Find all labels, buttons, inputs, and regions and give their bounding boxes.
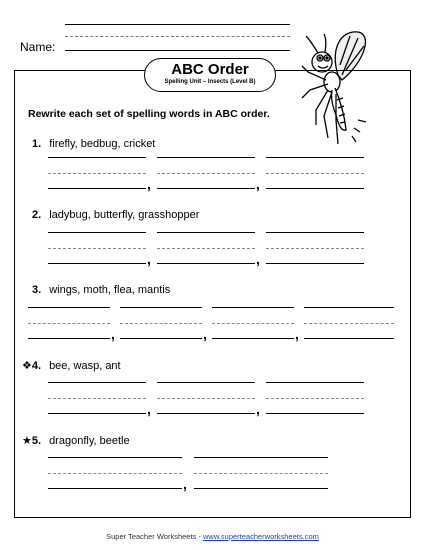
answer-top-line: [266, 157, 364, 158]
answer-top-line: [304, 307, 394, 308]
footer: [0, 532, 425, 541]
answer-top-line: [266, 382, 364, 383]
answer-line-1[interactable]: [48, 263, 146, 264]
question-3: [14, 280, 411, 350]
answer-top-line: [48, 232, 146, 233]
question-4-header: [22, 359, 121, 372]
answer-line-3[interactable]: [266, 188, 364, 189]
name-middle-line: [65, 36, 290, 37]
answer-line-2[interactable]: [157, 413, 255, 414]
question-5-header: [22, 434, 130, 447]
question-2: [14, 205, 411, 275]
diamond-marker-icon: ❖: [22, 360, 32, 372]
answer-line-2[interactable]: [194, 488, 328, 489]
answer-mid-line: [120, 323, 202, 324]
name-area: [20, 14, 280, 58]
answer-mid-line: [48, 398, 146, 399]
answer-top-line: [157, 382, 255, 383]
answer-top-line: [120, 307, 202, 308]
question-number: 2.: [32, 209, 42, 221]
answer-line-1[interactable]: [28, 338, 110, 339]
question-number: 4.: [31, 360, 42, 372]
answer-line-2[interactable]: [157, 188, 255, 189]
answer-line-3[interactable]: [266, 263, 364, 264]
answer-line-2[interactable]: [120, 338, 202, 339]
footer-text: Super Teacher Worksheets -: [106, 532, 203, 541]
name-input-line[interactable]: [65, 50, 290, 51]
answer-line-1[interactable]: [48, 188, 146, 189]
answer-line-3[interactable]: [212, 338, 294, 339]
comma: ,: [256, 401, 260, 417]
question-number: 1.: [32, 138, 42, 150]
question-number: 3.: [32, 284, 42, 296]
comma: ,: [203, 326, 207, 342]
answer-mid-line: [194, 473, 328, 474]
answer-mid-line: [157, 398, 255, 399]
answer-line-1[interactable]: [48, 413, 146, 414]
name-label: Name:: [20, 40, 56, 54]
answer-mid-line: [266, 248, 364, 249]
answer-mid-line: [212, 323, 294, 324]
comma: ,: [147, 401, 151, 417]
question-3-header: [32, 284, 170, 296]
answer-mid-line: [48, 248, 146, 249]
answer-mid-line: [304, 323, 394, 324]
question-4: [14, 355, 411, 425]
answer-mid-line: [266, 173, 364, 174]
comma: ,: [295, 326, 299, 342]
answer-mid-line: [48, 473, 182, 474]
question-5: [14, 430, 411, 500]
star-marker-icon: ★: [22, 435, 32, 447]
answer-mid-line: [28, 323, 110, 324]
comma: ,: [256, 251, 260, 267]
name-top-line: [65, 24, 290, 25]
worksheet-title: ABC Order: [171, 61, 249, 78]
question-1: [14, 130, 411, 200]
worksheet-subtitle: Spelling Unit – Insects (Level B): [164, 79, 256, 85]
answer-top-line: [28, 307, 110, 308]
title-box: [144, 58, 276, 92]
answer-mid-line: [157, 173, 255, 174]
comma: ,: [147, 176, 151, 192]
question-words: wings, moth, flea, mantis: [49, 284, 171, 296]
answer-top-line: [194, 457, 328, 458]
answer-line-2[interactable]: [157, 263, 255, 264]
instructions: Rewrite each set of spelling words in ABC order.: [28, 108, 270, 120]
answer-top-line: [48, 457, 182, 458]
comma: ,: [111, 326, 115, 342]
answer-line-4[interactable]: [304, 338, 394, 339]
question-words: firefly, bedbug, cricket: [49, 138, 156, 150]
answer-top-line: [266, 232, 364, 233]
answer-mid-line: [48, 173, 146, 174]
answer-mid-line: [157, 248, 255, 249]
answer-line-1[interactable]: [48, 488, 182, 489]
question-words: ladybug, butterfly, grasshopper: [49, 209, 200, 221]
answer-top-line: [157, 232, 255, 233]
question-words: bee, wasp, ant: [49, 360, 121, 372]
question-words: dragonfly, beetle: [49, 435, 130, 447]
question-2-header: [32, 209, 199, 221]
question-1-header: [32, 138, 155, 150]
comma: ,: [256, 176, 260, 192]
comma: ,: [183, 476, 187, 492]
answer-top-line: [212, 307, 294, 308]
answer-mid-line: [266, 398, 364, 399]
answer-top-line: [157, 157, 255, 158]
answer-top-line: [48, 157, 146, 158]
comma: ,: [147, 251, 151, 267]
answer-top-line: [48, 382, 146, 383]
question-number: 5.: [31, 435, 42, 447]
footer-link[interactable]: www.superteacherworksheets.com: [202, 532, 319, 541]
answer-line-3[interactable]: [266, 413, 364, 414]
